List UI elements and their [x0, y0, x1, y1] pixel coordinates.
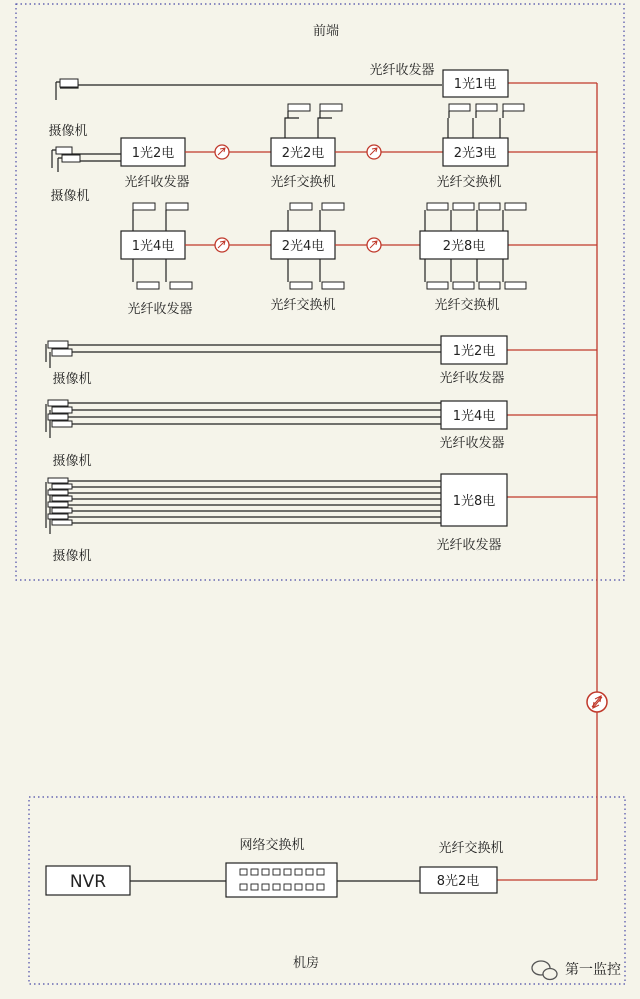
svg-text:2光4电: 2光4电 [281, 239, 325, 254]
transceiver-label: 光纤收发器 [127, 302, 193, 317]
camera-icon [322, 203, 344, 210]
svg-text:1光4电: 1光4电 [131, 239, 175, 254]
camera-icon [166, 203, 188, 210]
camera-label: 摄像机 [50, 189, 90, 204]
svg-text:1光2电: 1光2电 [452, 344, 496, 359]
camera-icon [56, 147, 72, 154]
fiber-trunk-converter-icon [587, 692, 607, 712]
camera-icon [48, 490, 68, 495]
camera-icon [52, 349, 72, 356]
camera-icon [52, 520, 72, 525]
camera-icon [170, 282, 192, 289]
fiber-switch-label: 光纤交换机 [436, 175, 502, 190]
front-end-label: 前端 [312, 24, 340, 39]
svg-text:NVR: NVR [69, 872, 107, 892]
fiber-converter-icon [367, 238, 381, 252]
network-switch [226, 863, 337, 897]
row-6 [46, 474, 507, 564]
fiber-switch-label: 光纤交换机 [270, 298, 336, 313]
camera-icon [505, 203, 526, 210]
camera-label: 摄像机 [48, 124, 88, 139]
camera-icon [290, 282, 312, 289]
watermark-text: 第一监控 [565, 962, 621, 978]
camera-icon [476, 104, 497, 111]
camera-icon [52, 508, 72, 513]
svg-text:1光8电: 1光8电 [452, 494, 496, 509]
camera-icon [48, 341, 68, 348]
fiber-converter-icon [215, 238, 229, 252]
camera-icon [290, 203, 312, 210]
fiber-converter-icon [367, 145, 381, 159]
svg-text:2光3电: 2光3电 [453, 146, 497, 161]
row-4 [46, 336, 507, 387]
watermark [532, 961, 621, 980]
camera-icon [133, 203, 155, 210]
row-1 [48, 62, 508, 139]
core-fiber-switch-label: 光纤交换机 [438, 841, 504, 856]
machine-room-label: 机房 [292, 956, 320, 971]
camera-label: 摄像机 [52, 454, 92, 469]
camera-icon [505, 282, 526, 289]
camera-icon [322, 282, 344, 289]
camera-icon [62, 155, 80, 162]
camera-icon [48, 514, 68, 519]
transceiver-label: 光纤收发器 [436, 538, 502, 553]
camera-icon [453, 203, 474, 210]
camera-icon [48, 478, 68, 483]
camera-icon [479, 203, 500, 210]
camera-label: 摄像机 [52, 549, 92, 564]
wechat-icon [532, 961, 557, 980]
camera-icon [288, 104, 310, 111]
camera-icon [320, 104, 342, 111]
transceiver-label: 光纤收发器 [439, 371, 505, 386]
row-3 [121, 203, 526, 317]
machine-room [46, 837, 504, 897]
camera-icon [427, 203, 448, 210]
transceiver-label: 光纤收发器 [439, 436, 505, 451]
fiber-converter-icon [215, 145, 229, 159]
camera-icon [427, 282, 448, 289]
camera-icon [52, 407, 72, 413]
fiber-switch-label: 光纤交换机 [434, 298, 500, 313]
camera-icon [60, 79, 78, 87]
svg-text:2光8电: 2光8电 [442, 239, 486, 254]
svg-text:2光2电: 2光2电 [281, 146, 325, 161]
fiber-switch-label: 光纤交换机 [270, 175, 336, 190]
camera-icon [479, 282, 500, 289]
camera-label: 摄像机 [52, 372, 92, 387]
svg-text:1光4电: 1光4电 [452, 409, 496, 424]
camera-icon [503, 104, 524, 111]
camera-icon [48, 502, 68, 507]
row-2 [50, 104, 524, 204]
svg-text:1光1电: 1光1电 [453, 77, 497, 92]
camera-icon [48, 400, 68, 406]
camera-icon [449, 104, 470, 111]
svg-text:8光2电: 8光2电 [436, 874, 480, 889]
svg-text:1光2电: 1光2电 [131, 146, 175, 161]
camera-icon [52, 496, 72, 501]
row-5 [46, 400, 507, 469]
camera-icon [137, 282, 159, 289]
camera-icon [52, 484, 72, 489]
camera-icon [52, 421, 72, 427]
camera-icon [453, 282, 474, 289]
network-switch-label: 网络交换机 [239, 838, 305, 853]
transceiver-label: 光纤收发器 [369, 63, 435, 78]
camera-icon [48, 414, 68, 420]
transceiver-label: 光纤收发器 [124, 175, 190, 190]
